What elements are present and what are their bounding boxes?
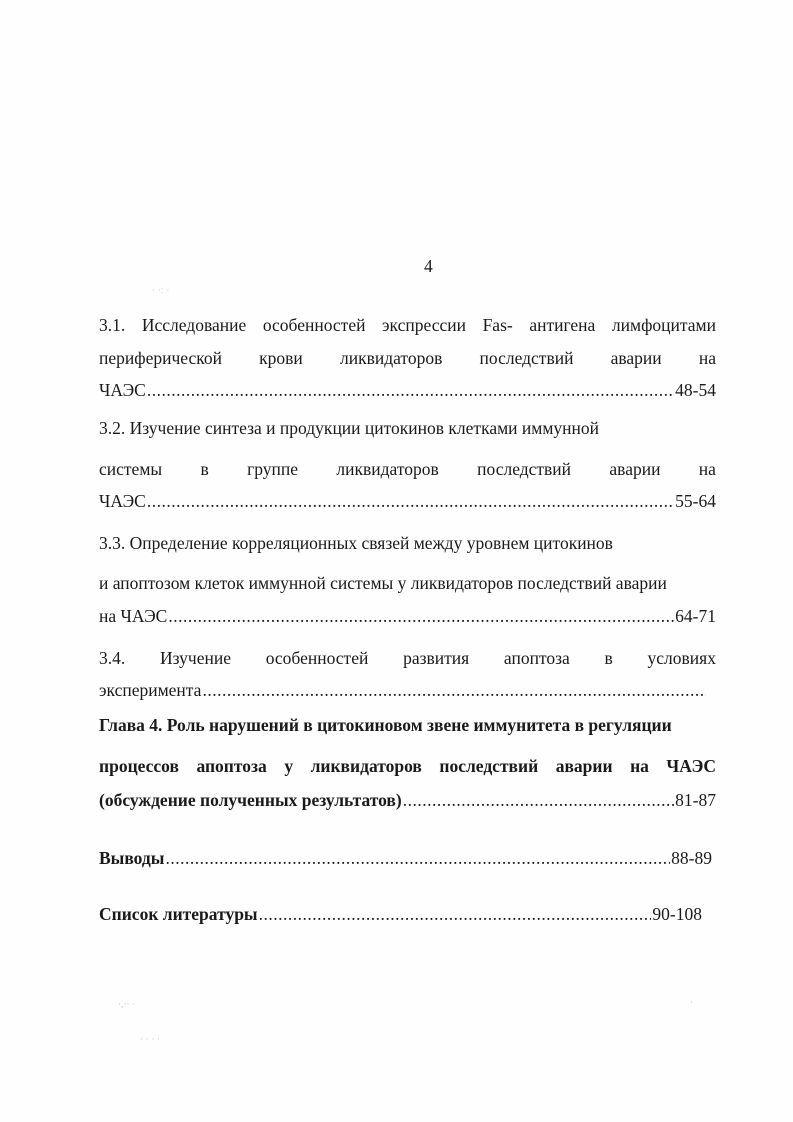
word: группе [247,459,299,479]
scan-artifact: · [690,998,693,1008]
dot-leader [165,846,670,870]
dot-leader [147,489,674,513]
toc-entry-3-2-line-3 [99,489,716,513]
toc-entry-text: ЧАЭС [99,380,146,400]
toc-chapter-4-line-2 [99,754,716,778]
toc-entry-text: (обсуждение полученных результатов) [99,790,402,810]
dot-leader [168,604,674,628]
word: развития [403,648,470,668]
word: последствий [479,348,574,368]
toc-entry-3-4-line-2 [99,678,707,702]
dot-leader [202,678,706,702]
word: системы [99,459,163,479]
scan-artifact: ·,·· · [118,1000,136,1010]
scan-artifact: · · · · [140,1035,161,1045]
page-range: 55-64 [675,491,716,511]
word: аварии [555,756,613,776]
word: аварии [609,459,661,479]
dot-leader [259,902,652,926]
page-range: 64-71 [675,606,716,626]
toc-chapter-4-line-3 [99,788,716,812]
word: ЧАЭС [666,756,716,776]
word: аварии [610,348,662,368]
dot-leader [147,378,674,402]
word: в [200,459,209,479]
word: 3.4. [99,648,126,668]
page-range: 88-89 [671,848,712,868]
page-range: 81-87 [675,790,716,810]
toc-entry-3-3-line-1: 3.3. Определение корреляционных связей между уровнем цитокинов [99,533,613,553]
toc-entry-3-2-line-1: 3.2. Изучение синтеза и продукции цитокинов клетками иммунной [99,418,600,438]
word: ликвидаторов [336,459,439,479]
dot-leader [403,788,674,812]
word: Fas- [482,315,513,335]
word: на [698,348,716,368]
word: последствий [439,756,539,776]
toc-conclusions [99,846,712,870]
toc-entry-3-1-line-3 [99,378,716,402]
word: Исследование [141,315,247,335]
word: Изучение [159,648,231,668]
word: апоптоза [503,648,570,668]
toc-chapter-4-line-1: Глава 4. Роль нарушений в цитокиновом звене иммунитета в регуляции [99,715,672,735]
word: апоптоза [196,756,267,776]
word: на [630,756,649,776]
toc-entry-3-1-line-1 [99,313,716,337]
toc-entry-text: Выводы [99,848,165,868]
toc-entry-3-3-line-2: и апоптозом клеток иммунной системы у ликвидаторов последствий аварии [99,573,667,593]
word: особенностей [265,648,369,668]
toc-entry-3-1-line-2 [99,346,716,370]
word: экспрессии [382,315,466,335]
word: крови [259,348,303,368]
word: последствий [477,459,572,479]
word: на [698,459,716,479]
toc-entry-text: Список литературы [99,904,258,924]
page-number: 4 [424,256,433,276]
word: лимфоцитами [611,315,716,335]
word: периферической [99,348,222,368]
toc-entry-3-3-line-3 [99,604,716,628]
word: антигена [529,315,596,335]
word: ликвидаторов [310,756,422,776]
toc-entry-3-4-line-1 [99,646,716,670]
page-range: 90-108 [652,904,702,924]
toc-references [99,902,702,926]
word: условиях [647,648,716,668]
toc-entry-text: эксперимента [99,680,202,700]
word: ликвидаторов [339,348,443,368]
toc-entry-3-2-line-2 [99,457,716,481]
toc-entry-text: ЧАЭС [99,491,146,511]
word: 3.1. [99,315,126,335]
toc-entry-text: на ЧАЭС [99,606,168,626]
word: в [604,648,613,668]
scan-artifact: · ·: · [152,286,170,296]
word: особенностей [262,315,366,335]
word: у [284,756,294,776]
page-range: 48-54 [675,380,716,400]
word: процессов [99,756,179,776]
